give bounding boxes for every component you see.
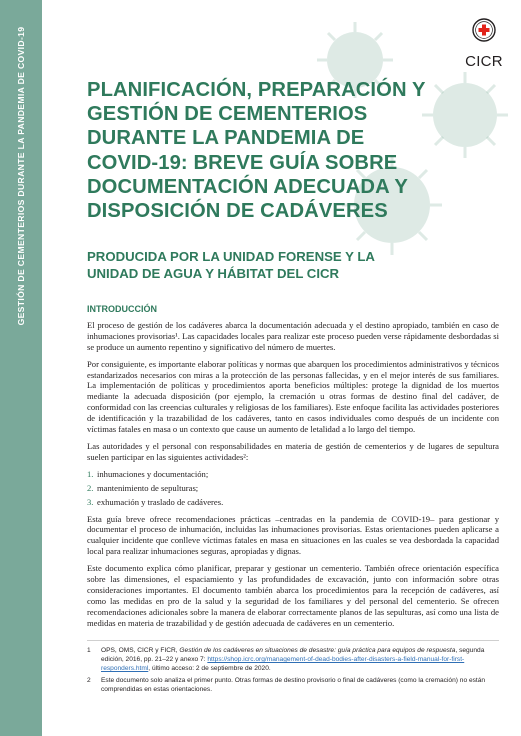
list-item: [87, 483, 499, 494]
footnote-number: 2: [87, 677, 91, 684]
list-item-text: mantenimiento de sepulturas;: [97, 482, 199, 493]
paragraph: Este documento explica cómo planificar, preparar y gestionar un cementerio. También ofrece orientación específica sobre las dimensiones, el espaciamiento y las profundidades de excavación, junto con información sobre otras consideraciones importantes. El documento también abarca los procedimientos para la recepción de cadáveres, así como las medidas en pro de la salud y la seguridad de los familiares y del personal del cementerio. Se ofrecen recomendaciones adicionales sobre la manera de elaborar correctamente planos de las sepulturas, así como una lista de medidas en materia de trazabilidad y de gestión adecuada de cadáveres en un cementerio.: [87, 563, 499, 628]
section-heading: INTRODUCCIÓN: [87, 304, 157, 314]
paragraph: Esta guía breve ofrece recomendaciones prácticas –centradas en la pandemia de COVID-19– para gestionar y documentar el proceso de inhumación, incluidas las inhumaciones provisorias. Estas orientaciones pueden aplicarse a cualquier incidente que conlleve víctimas fatales en masa en situaciones en las cuales se vea desbordada la capacidad local para realizar inhumaciones seguras, apropiadas y dignas.: [87, 513, 499, 557]
list-number: 2.: [87, 482, 94, 493]
list-number: 1.: [87, 468, 94, 479]
list-number: 3.: [87, 496, 94, 507]
side-band-title: GESTIÓN DE CEMENTERIOS DURANTE LA PANDEMIA DE COVID-19: [16, 26, 26, 326]
list-item-text: exhumación y traslado de cadáveres.: [97, 496, 224, 507]
footnote-text: OPS, OMS, CICR y FICR,: [101, 647, 180, 654]
paragraph: El proceso de gestión de los cadáveres abarca la documentación adecuada y el destino apropiado, también en caso de inhumaciones provisorias¹. Las capacidades locales para realizar este proceso pueden verse rápidamente desbordadas si se produce un aumento repentino y significativo del número de muertes.: [87, 319, 499, 352]
document-title: PLANIFICACIÓN, PREPARACIÓN Y GESTIÓN DE CEMENTERIOS DURANTE LA PANDEMIA DE COVID-19: BREVE GUÍA SOBRE DOCUMENTACIÓN ADECUADA Y DISPOSICIÓN DE CADÁVERES: [87, 79, 426, 223]
list-item: [87, 497, 499, 508]
footnote-citation-title: Gestión de los cadáveres en situaciones de desastre: guía práctica para equipos de respuesta: [179, 647, 456, 654]
footnotes: [87, 640, 499, 697]
footnote-text: Este documento solo analiza el primer punto. Otras formas de destino provisorio o final de cadáveres (como la cremación) no están comprendidas en estas orientaciones.: [101, 677, 486, 693]
paragraph: Por consiguiente, es importante elaborar políticas y normas que abarquen los procedimientos administrativos y técnicos estandarizados necesarios con miras a la protección de las personas fallecidas, y en el mejor interés de sus familiares. La implementación de políticas y procedimientos aporta beneficios múltiples: protege la dignidad de los muertos mediante la adecuada disposición (por ejemplo, la cremación u otras formas de destino final del cadáver, de conformidad con las creencias culturales y religiosas de los familiares). Este enfoque facilita las actividades posteriores de identificación y la trazabilidad de los cadáveres, tanto en casos individuales como después de un incidente con víctimas fatales en masa o un contexto que cause un aumento de letalidad a lo largo del tiempo.: [87, 358, 499, 435]
red-cross-emblem-icon: [472, 18, 496, 42]
activities-list: [87, 469, 499, 508]
cicr-logo: [461, 18, 507, 70]
footnote-link[interactable]: https://shop.icrc.org/management-of-dead-bodies-after-disasters-a-field-manual-for-first-responders.html: [101, 656, 465, 672]
footnote: [87, 646, 499, 673]
footnote-divider: [87, 640, 499, 641]
main-content: [87, 304, 499, 635]
logo-wordmark: CICR: [465, 53, 503, 70]
footnote-text: , último acceso: 2 de septiembre de 2020.: [148, 665, 271, 672]
footnote-number: 1: [87, 647, 91, 654]
list-item-text: inhumaciones y documentación;: [97, 468, 209, 479]
footnote-text: , segunda edición, 2016, pp. 21–22 y anexo 7:: [101, 647, 485, 663]
list-item: [87, 469, 499, 480]
footnote: [87, 676, 499, 694]
side-band: [0, 0, 42, 736]
document-subtitle: PRODUCIDA POR LA UNIDAD FORENSE Y LA UNIDAD DE AGUA Y HÁBITAT DEL CICR: [87, 249, 375, 281]
paragraph: Las autoridades y el personal con responsabilidades en materia de gestión de cementerios y de lugares de sepultura suelen participar en las siguientes actividades²:: [87, 440, 499, 462]
